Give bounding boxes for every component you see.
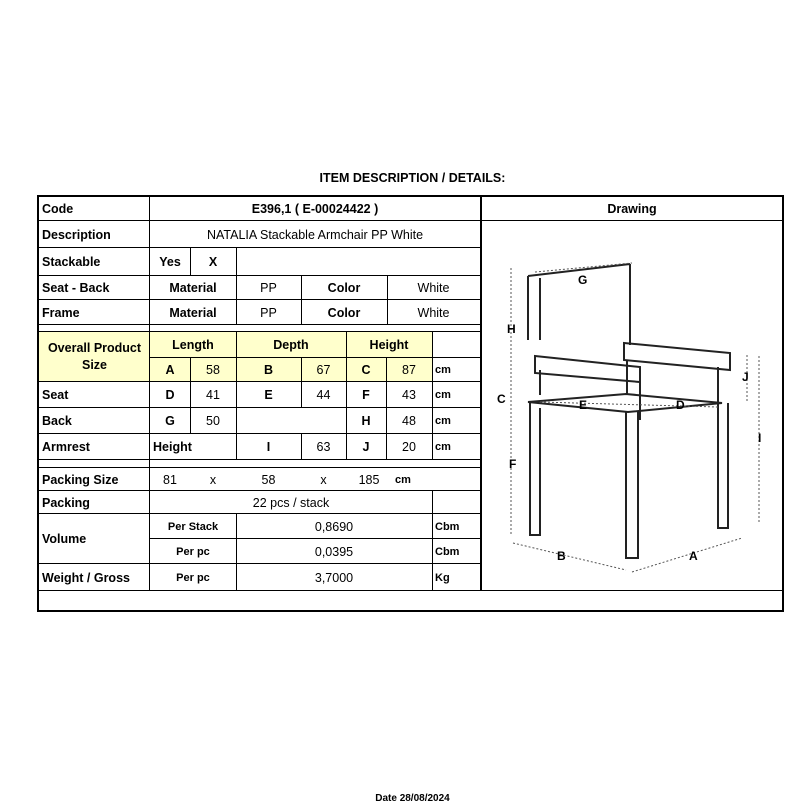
seat-e-value: 44 [316,388,331,402]
weight-per-pc-label: Per pc [176,571,210,584]
seat-d-letter: D [165,388,175,402]
overall-c-value: 87 [402,363,416,377]
date-footer: Date 28/08/2024 [375,793,450,804]
stackable-yes: Yes [159,255,181,269]
frame-color-label: Color [327,305,361,320]
drawing-letter-i: I [758,431,762,445]
armrest-j-letter: J [362,440,370,454]
document-title: ITEM DESCRIPTION / DETAILS: [319,171,506,185]
packing-size-x1: x [209,472,217,487]
seat-back-material: PP [260,281,277,295]
back-h-letter: H [361,414,371,428]
seat-label: Seat [42,388,69,402]
volume-unit-stack: Cbm [435,520,460,533]
back-g-letter: G [165,414,175,428]
drawing-letter-c: C [497,392,506,406]
seat-e-letter: E [264,388,273,402]
code-label: Code [42,202,74,216]
packing-size-width: 81 [163,472,177,487]
depth-label: Depth [273,338,309,352]
drawing-letter-e: E [579,398,588,412]
drawing-letter-f: F [509,457,517,471]
back-unit: cm [435,415,451,427]
overall-b-letter: B [263,363,274,377]
seat-d-value: 41 [206,388,220,402]
volume-label: Volume [42,532,87,546]
seat-back-material-label: Material [169,281,217,295]
seat-unit: cm [435,389,451,401]
packing-size-depth: 58 [261,472,276,487]
packing-label: Packing [42,495,90,510]
packing-size-x2: x [320,472,327,487]
seat-back-color-label: Color [327,281,361,295]
armrest-height-label: Height [153,440,192,454]
volume-unit-pc: Cbm [435,545,460,558]
overall-size-label: Overall Product Size [47,341,142,372]
overall-c-letter: C [361,363,371,377]
seat-back-label: Seat - Back [42,281,110,295]
volume-per-stack-value: 0,8690 [314,519,354,534]
length-label: Length [172,338,214,352]
armrest-j-value: 20 [402,440,416,454]
drawing-letter-g: G [578,273,588,287]
frame-color: White [417,305,450,320]
stackable-label: Stackable [42,255,101,269]
drawing-letter-j: J [742,370,749,384]
drawing-letter-a: A [689,549,698,563]
armrest-i-value: 63 [316,440,331,454]
overall-a-letter: A [165,363,175,377]
seat-f-letter: F [362,388,370,402]
volume-per-pc-label: Per pc [176,545,210,558]
weight-value: 3,7000 [314,570,354,585]
armrest-unit: cm [435,441,451,453]
drawing-letter-h: H [507,322,516,336]
packing-value: 22 pcs / stack [252,495,330,510]
volume-per-stack-label: Per Stack [167,520,219,533]
packing-size-height: 185 [358,472,380,487]
back-h-value: 48 [402,414,416,428]
armrest-label: Armrest [42,440,90,454]
drawing-label: Drawing [607,202,657,216]
overall-unit: cm [435,364,451,376]
weight-label: Weight / Gross [42,570,130,585]
description-label: Description [42,227,111,242]
frame-material-label: Material [169,305,217,320]
frame-label: Frame [42,305,80,320]
frame-material: PP [260,305,277,320]
drawing-letter-d: D [676,398,685,412]
seat-back-color: White [417,281,450,295]
packing-size-unit: cm [395,473,411,486]
description-value: NATALIA Stackable Armchair PP White [206,227,424,242]
drawing-letter-b: B [557,549,566,563]
armrest-i-letter: I [266,440,271,454]
overall-a-value: 58 [206,363,220,377]
volume-per-pc-value: 0,0395 [314,544,354,559]
back-g-value: 50 [206,414,220,428]
armchair-drawing [482,220,777,590]
stackable-mark: X [208,255,218,269]
back-label: Back [42,414,72,428]
overall-b-value: 67 [316,363,331,377]
code-value: E396,1 ( E-00024422 ) [251,202,379,216]
height-label: Height [369,338,409,352]
packing-size-label: Packing Size [42,472,119,487]
weight-unit: Kg [435,571,450,584]
seat-f-value: 43 [402,388,416,402]
